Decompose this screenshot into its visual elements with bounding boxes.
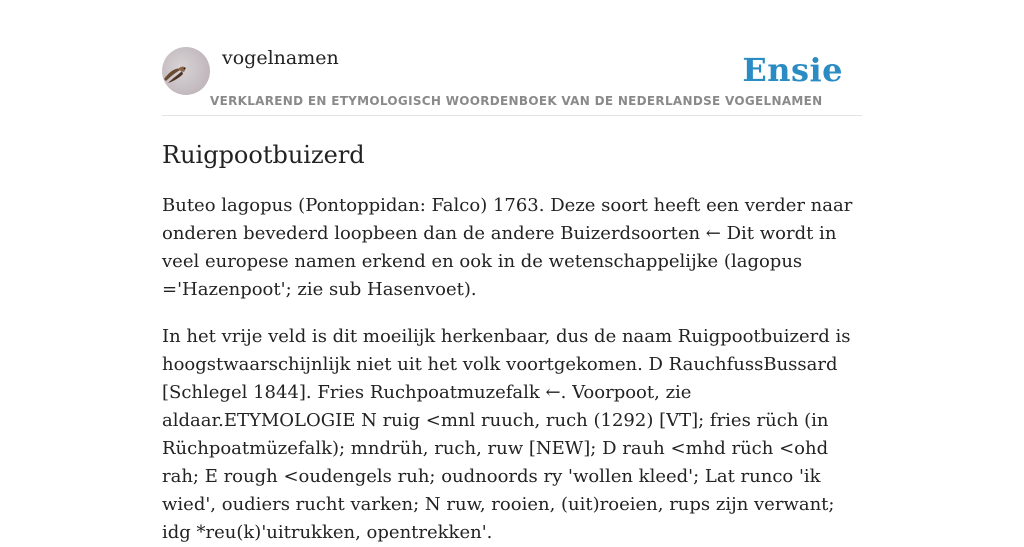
bird-avatar-icon[interactable] [162,47,210,95]
page-title: Ruigpootbuizerd [162,141,365,169]
site-header [162,0,862,116]
article-paragraph: Buteo lagopus (Pontoppidan: Falco) 1763. Deze soort heeft een verder naar onderen bevederd loopbeen dan de andere Buizerdsoorten ← Dit wordt in veel europese namen erkend en ook in de wetenschappelijke (lagopus ='Hazenpoot'; zie sub Hasenvoet). [162,195,853,300]
page [162,0,862,547]
ensie-logo[interactable]: Ensie [742,51,843,89]
article-paragraph: In het vrije veld is dit moeilijk herkenbaar, dus de naam Ruigpootbuizerd is hoogstwaarschijnlijk niet uit het volk voortgekomen. D RauchfussBussard [Schlegel 1844]. Fries Ruchpoatmuzefalk ←. Voorpoot, zie aldaar.ETYMOLOGIE N ruig <mnl ruuch, ruch (1292) [VT]; fries rüch (in Rüchpoatmüzefalk); mndrüh, ruch, ruw [NEW]; D rauh <mhd rüch <ohd rah; E rough <oudengels ruh; oudnoords ry 'wollen kleed'; Lat runco 'ik wied', oudiers rucht varken; N ruw, rooien, (uit)roeien, rups zijn verwant; idg *reu(k)'uitrukken, opentrekken'. [162,326,851,543]
blog-name[interactable]: vogelnamen [222,47,339,69]
blog-subtitle: VERKLAREND EN ETYMOLOGISCH WOORDENBOEK VAN DE NEDERLANDSE VOGELNAMEN [210,94,823,108]
